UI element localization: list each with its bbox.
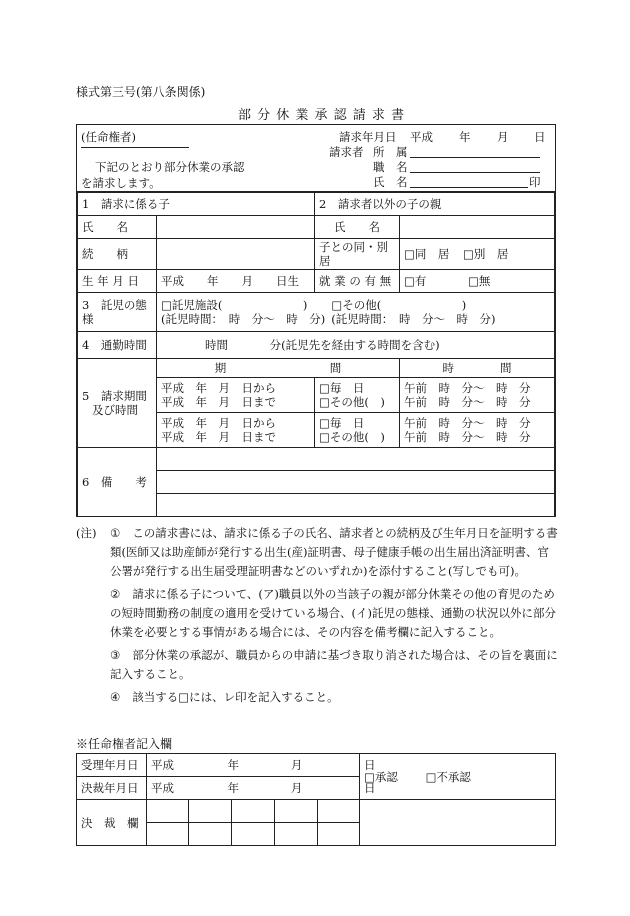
section2-title: 2 請求者以外の子の親: [315, 193, 555, 216]
child-name-label: [78, 216, 157, 239]
period-label-1: 5 請求期間: [82, 389, 147, 403]
period-row-2-dates[interactable]: [157, 413, 315, 448]
remarks-table: [77, 447, 555, 516]
childcare-facility-checkbox[interactable]: □託児施設( ): [161, 298, 308, 312]
note-num: ②: [110, 587, 121, 601]
childcare-hours-2[interactable]: (託児時間： 時 分～ 時 分): [331, 312, 496, 326]
decision-cell[interactable]: [147, 800, 189, 823]
request-date-year: 年: [459, 130, 471, 144]
decision-cell[interactable]: [232, 823, 275, 846]
decision-label: 決 裁 欄: [77, 800, 147, 846]
seal-label: 印: [529, 175, 541, 189]
note-3: [110, 646, 558, 684]
childcare-hours-1[interactable]: (託児時間： 時 分～ 時 分): [161, 312, 326, 326]
decision-cell[interactable]: [318, 800, 360, 823]
authority-label: (任命権者): [81, 130, 136, 144]
authority-form: [76, 753, 556, 846]
commute-field[interactable]: [157, 332, 555, 359]
section1-title: 1 請求に係る子: [78, 193, 315, 216]
received-label: 受理年月日: [77, 754, 147, 777]
note-num: ①: [110, 526, 121, 540]
period-to: 平成 年 月 日まで: [161, 430, 276, 444]
childcare-options: [157, 293, 555, 332]
other-days-checkbox[interactable]: □その他( ): [319, 430, 385, 444]
decision-remarks[interactable]: [360, 800, 556, 846]
request-date-label: 請求年月日: [339, 130, 397, 144]
daily-checkbox[interactable]: □毎 日: [319, 416, 365, 430]
request-text-1: 下記のとおり部分休業の承認: [95, 160, 245, 174]
decision-cell[interactable]: [189, 800, 232, 823]
request-table: [77, 192, 555, 359]
decision-cell[interactable]: [147, 823, 189, 846]
childcare-label: 3 託児の態様: [78, 293, 157, 332]
main-form: [76, 124, 556, 517]
commute-minutes: 分(託児先を経由する時間を含む): [269, 338, 440, 352]
childcare-other-checkbox[interactable]: □その他( ): [331, 298, 467, 312]
authority-table: [76, 753, 556, 846]
birth-label: 生 年 月 日: [78, 270, 157, 293]
period-label: [78, 359, 157, 448]
note-text: 部分休業の承認が、職員からの申請に基づき取り消された場合は、その旨を裏面に記入すること。: [110, 648, 558, 681]
not-approved-checkbox[interactable]: □不承認: [425, 769, 471, 784]
received-month: 月: [290, 758, 303, 772]
cohabit-same-checkbox[interactable]: □同 居: [404, 247, 450, 261]
child-name-label-text: 氏 名: [82, 220, 128, 234]
note-text: 該当する□には、レ印を記入すること。: [132, 690, 339, 704]
period-row-1-dates[interactable]: [157, 378, 315, 413]
decided-month: 月: [290, 781, 303, 795]
period-row-1-days[interactable]: [315, 378, 400, 413]
relation-label: 続 柄: [78, 239, 157, 270]
received-date[interactable]: [147, 754, 376, 777]
period-label-2: 及び時間: [92, 403, 138, 417]
position-label: 職 名: [373, 160, 408, 174]
birth-field[interactable]: 平成 年 月 日生: [157, 270, 315, 293]
note-2: [110, 585, 558, 642]
time-range: 午前 時 分～ 時 分: [404, 430, 531, 444]
top-block: [77, 125, 555, 192]
request-date-era: 平成: [410, 130, 433, 144]
parent-name-field[interactable]: [400, 216, 555, 239]
daily-checkbox[interactable]: □毎 日: [319, 381, 365, 395]
request-date-month: 月: [497, 130, 509, 144]
period-from: 平成 年 月 日から: [161, 381, 276, 395]
cohabit-options: [400, 239, 555, 270]
decided-label: 決裁年月日: [77, 777, 147, 800]
position-line[interactable]: [410, 172, 540, 173]
remarks-line-3[interactable]: [157, 494, 555, 517]
time-range: 午前 時 分～ 時 分: [404, 381, 531, 395]
commute-label: 4 通勤時間: [78, 332, 157, 359]
form-title: 部 分 休 業 承 認 請 求 書: [238, 108, 406, 123]
decision-cell[interactable]: [275, 800, 318, 823]
decision-cell[interactable]: [318, 823, 360, 846]
commute-hours: 時間: [205, 338, 228, 352]
relation-field[interactable]: [157, 239, 315, 270]
received-year: 年: [227, 758, 240, 772]
period-header: 期 間: [157, 359, 400, 378]
form-number: 様式第三号(第八条関係): [76, 85, 206, 99]
name-line[interactable]: [410, 187, 528, 188]
employment-no-checkbox[interactable]: □無: [468, 274, 491, 288]
other-days-checkbox[interactable]: □その他( ): [319, 395, 385, 409]
decided-date[interactable]: [147, 777, 376, 800]
period-row-2-days[interactable]: [315, 413, 400, 448]
period-table: [77, 358, 555, 448]
time-header: 時 間: [400, 359, 555, 378]
authority-line: [81, 147, 189, 148]
request-date-day: 日: [534, 130, 546, 144]
received-day: 日: [363, 758, 376, 772]
decided-era: 平成: [151, 781, 174, 795]
received-era: 平成: [151, 758, 174, 772]
notes: [76, 524, 558, 707]
period-row-1-times[interactable]: [400, 378, 555, 413]
affiliation-label: 所 属: [373, 145, 408, 159]
employment-yes-checkbox[interactable]: □有: [404, 274, 427, 288]
period-row-2-times[interactable]: [400, 413, 555, 448]
time-range: 午前 時 分～ 時 分: [404, 416, 531, 430]
authority-section-title: ※任命権者記入欄: [76, 737, 173, 751]
note-text: 請求に係る子について、(ア)職員以外の当該子の親が部分休業その他の育児のための短時間勤務の制度の適用を受けている場合、(イ)託児の態様、通勤の状況以外に部分休業を必要とする事情がある場合には、その内容を備考欄に記入すること。: [110, 587, 556, 639]
child-name-field[interactable]: [157, 216, 315, 239]
cohabit-separate-checkbox[interactable]: □別 居: [463, 247, 509, 261]
decision-cell[interactable]: [275, 823, 318, 846]
decided-day: 日: [363, 781, 376, 795]
period-to: 平成 年 月 日まで: [161, 395, 276, 409]
requester-label: 請求者: [329, 145, 364, 159]
affiliation-line[interactable]: [410, 157, 540, 158]
note-4: [110, 688, 558, 707]
note-1: [110, 524, 558, 581]
approval-options: [360, 754, 556, 800]
note-num: ③: [110, 648, 121, 662]
notes-prefix: (注): [76, 526, 97, 540]
cohabit-label: 子との同・別居: [315, 239, 400, 270]
employment-options: [400, 270, 555, 293]
decided-year: 年: [227, 781, 240, 795]
time-range: 午前 時 分～ 時 分: [404, 395, 531, 409]
remarks-label: 6 備 考: [78, 448, 157, 517]
name-label: 氏 名: [373, 175, 408, 189]
remarks-line-1[interactable]: [157, 448, 555, 471]
note-text: この請求書には、請求に係る子の氏名、請求者との続柄及び生年月日を証明する書類(医師又は助産師が発行する出生(産)証明書、母子健康手帳の出生届出済証明書、官公署が発行する出生届受理証明書などのいずれか)を添付すること(写しでも可)。: [110, 526, 558, 578]
note-num: ④: [110, 690, 121, 704]
decision-cell[interactable]: [189, 823, 232, 846]
decision-cell[interactable]: [232, 800, 275, 823]
employment-label: 就 業 の 有 無: [315, 270, 400, 293]
approved-checkbox[interactable]: □承認: [364, 769, 398, 784]
remarks-line-2[interactable]: [157, 471, 555, 494]
request-text-2: を請求します。: [81, 176, 161, 190]
parent-name-label: 氏 名: [315, 216, 400, 239]
period-from: 平成 年 月 日から: [161, 416, 276, 430]
